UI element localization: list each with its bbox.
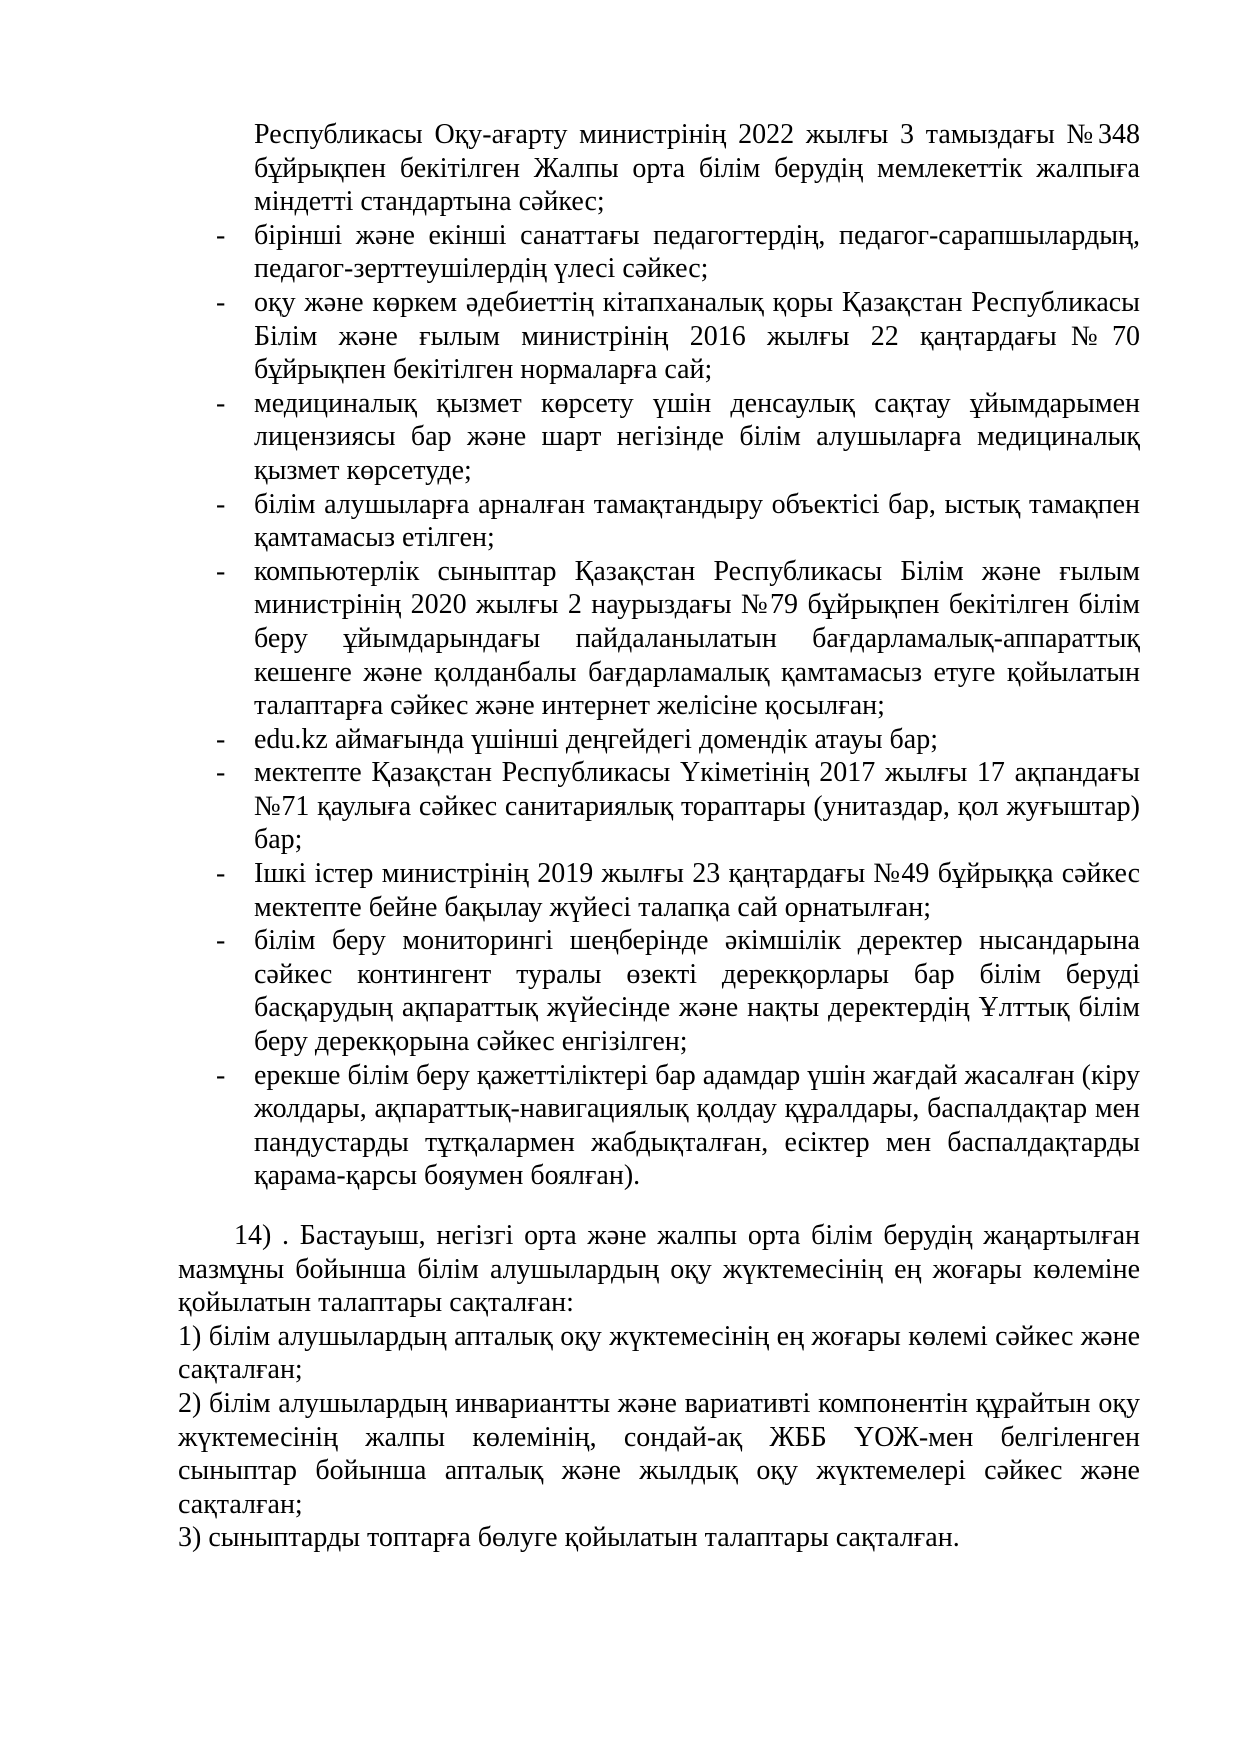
section-intro: 14) . Бастауыш, негізгі орта және жалпы орта білім берудің жаңартылған мазмұны бойынша білім алушылардың оқу жүктемесінің ең жоғары көлеміне қойылатын талаптары сақталған: [178, 1220, 1140, 1319]
list-item-text: бірінші және екінші санаттағы педагогтердің, педагог-сарапшылардың, педагог-зерттеушілердің үлесі сәйкес; [254, 219, 1140, 285]
list-item-text: edu.kz аймағында үшінші деңгейдегі домендік атауы бар; [254, 723, 938, 755]
list-item-text: оқу және көркем әдебиеттің кітапханалық қоры Қазақстан Республикасы Білім және ғылым министрінің 2016 жылғы 22 қаңтардағы№70 бұйрықпен бекітілген нормаларға сай; [254, 286, 1140, 386]
list-item [216, 723, 1140, 757]
list-item [216, 286, 1140, 387]
list-item-text: мектепте Қазақстан Республикасы Үкіметінің 2017 жылғы 17 ақпандағы №71 қаулыға сәйкес санитариялық тораптары (унитаздар, қол жуғыштар) бар; [254, 757, 1140, 856]
list-item [216, 924, 1140, 1058]
list-dash: - [216, 925, 226, 957]
list-item-text: білім беру мониторингі шеңберінде әкімшілік деректер нысандарына сәйкес контингент туралы өзекті дерекқорлары бар білім беруді басқарудың ақпараттық жүйесінде және нақты деректердің Ұлттық білім беру дерекқорына сәйкес енгізілген; [254, 925, 1140, 1058]
list-item-text: білім алушыларға арналған тамақтандыру объектісі бар, ыстық тамақпен қамтамасыз етілген; [254, 488, 1140, 554]
list-item [216, 118, 1140, 219]
list-dash: - [216, 1059, 226, 1091]
list-item-text: Ішкі істер министрінің 2019 жылғы 23 қаңтардағы №49 бұйрыққа сәйкес мектепте бейне бақылау жүйесі талапқа сай орнатылған; [254, 858, 1140, 923]
list-item-text: медициналық қызмет көрсету үшін денсаулық сақтау ұйымдарымен лицензиясы бар және шарт негізінде білім алушыларға медициналық қызмет көрсетуде; [254, 387, 1140, 486]
list-dash: - [216, 723, 226, 755]
list-item-text: ерекше білім беру қажеттіліктері бар адамдар үшін жағдай жасалған (кіру жолдары, ақпараттық-навигациялық қолдау құралдары, баспалдақтар мен пандустарды тұтқалармен жабдықталған, есіктер мен баспалдақтарды қарама-қарсы бояумен боялған). [254, 1059, 1140, 1192]
list-item-text: компьютерлік сыныптар Қазақстан Республикасы Білім және ғылым министрінің 2020 жылғы 2 наурыздағы №79 бұйрықпен бекітілген білім беру ұйымдарындағы пайдаланылатын бағдарламалық-аппараттық кешенге және қолданбалы бағдарламалық қамтамасыз етуге қойылатын талаптарға сәйкес және интернет желісіне қосылған; [254, 555, 1140, 722]
section-point: 3) сыныптарды топтарға бөлуге қойылатын талаптары сақталған. [178, 1522, 960, 1554]
requirements-list [216, 118, 1140, 1193]
section-point: 1) білім алушылардың апталық оқу жүктемесінің ең жоғары көлемі сәйкес және сақталған; [178, 1320, 1140, 1386]
list-dash: - [216, 757, 226, 789]
list-dash: - [216, 555, 226, 587]
list-item [216, 857, 1140, 924]
list-item [216, 219, 1140, 286]
list-item [216, 555, 1140, 723]
list-dash: - [216, 488, 226, 520]
section-point: 2) білім алушылардың инвариантты және вариативті компонентін құрайтын оқу жүктемесінің жалпы көлемінің, сондай-ақ ЖББ ҮОЖ-мен белгіленген сыныптар бойынша апталық және жылдық оқу жүктемелері сәйкес және сақталған; [178, 1387, 1140, 1520]
list-item [216, 756, 1140, 857]
list-dash: - [216, 286, 226, 318]
list-item [216, 488, 1140, 555]
list-item-text: Республикасы Оқу-ағарту министрінің 2022 жылғы 3 тамыздағы №348 бұйрықпен бекітілген Жалпы орта білім берудің мемлекеттік жалпыға міндетті стандартына сәйкес; [254, 119, 1140, 218]
list-dash: - [216, 387, 226, 419]
list-dash: - [216, 858, 226, 890]
list-item [216, 387, 1140, 488]
list-dash: - [216, 219, 226, 251]
list-item [216, 1059, 1140, 1193]
section-14 [178, 1219, 1140, 1555]
